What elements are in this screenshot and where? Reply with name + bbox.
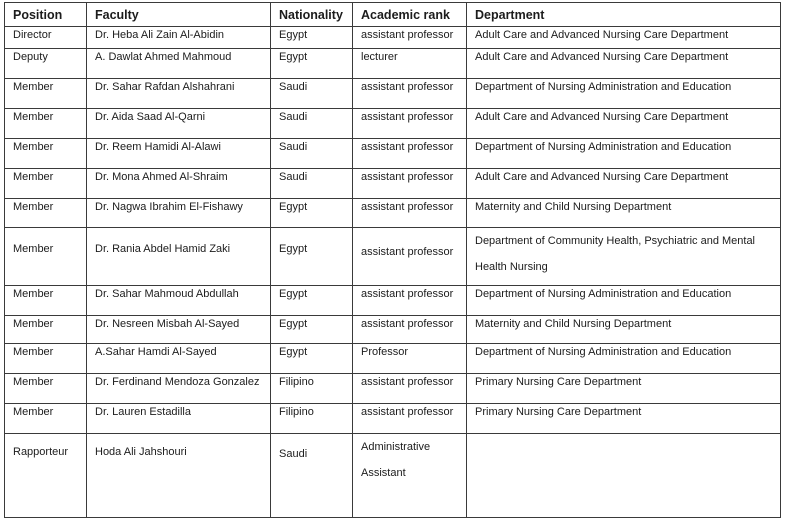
header-row <box>5 3 781 27</box>
cell-nationality: Egypt <box>271 344 353 374</box>
cell-position: Member <box>5 139 87 169</box>
cell-department: Primary Nursing Care Department <box>467 374 781 404</box>
table-row <box>5 404 781 434</box>
table-row <box>5 344 781 374</box>
cell-faculty: Dr. Lauren Estadilla <box>87 404 271 434</box>
table-row <box>5 169 781 199</box>
cell-department <box>467 434 781 518</box>
table-row <box>5 286 781 316</box>
cell-faculty: Dr. Sahar Rafdan Alshahrani <box>87 79 271 109</box>
header-academic-rank: Academic rank <box>353 3 467 27</box>
cell-department: Adult Care and Advanced Nursing Care Department <box>467 109 781 139</box>
cell-faculty: Dr. Reem Hamidi Al-Alawi <box>87 139 271 169</box>
cell-department: Primary Nursing Care Department <box>467 404 781 434</box>
cell-faculty: Dr. Nesreen Misbah Al-Sayed <box>87 316 271 344</box>
header-department: Department <box>467 3 781 27</box>
cell-nationality: Egypt <box>271 286 353 316</box>
cell-department: Department of Nursing Administration and Education <box>467 344 781 374</box>
cell-rank: assistant professor <box>353 139 467 169</box>
committee-members-table <box>4 2 781 518</box>
cell-position: Member <box>5 109 87 139</box>
cell-nationality: Filipino <box>271 404 353 434</box>
cell-nationality: Saudi <box>271 79 353 109</box>
cell-faculty: A. Dawlat Ahmed Mahmoud <box>87 49 271 79</box>
cell-department: Department of Community Health, Psychiatric and Mental Health Nursing <box>467 228 781 286</box>
cell-department: Maternity and Child Nursing Department <box>467 316 781 344</box>
cell-position: Director <box>5 27 87 49</box>
cell-rank: Administrative Assistant <box>353 434 467 518</box>
table-row <box>5 434 781 518</box>
cell-department: Department of Nursing Administration and Education <box>467 139 781 169</box>
cell-department: Department of Nursing Administration and Education <box>467 79 781 109</box>
cell-nationality: Saudi <box>271 109 353 139</box>
cell-position: Member <box>5 316 87 344</box>
cell-position: Member <box>5 79 87 109</box>
cell-position: Member <box>5 228 87 286</box>
cell-nationality: Egypt <box>271 228 353 286</box>
table-row <box>5 109 781 139</box>
header-nationality: Nationality <box>271 3 353 27</box>
cell-faculty: Dr. Sahar Mahmoud Abdullah <box>87 286 271 316</box>
cell-nationality: Egypt <box>271 316 353 344</box>
cell-rank: assistant professor <box>353 199 467 228</box>
table-row <box>5 139 781 169</box>
cell-position: Member <box>5 374 87 404</box>
cell-nationality: Egypt <box>271 49 353 79</box>
cell-rank: assistant professor <box>353 316 467 344</box>
cell-department: Adult Care and Advanced Nursing Care Department <box>467 49 781 79</box>
cell-position: Member <box>5 344 87 374</box>
cell-nationality: Saudi <box>271 434 353 518</box>
table-row <box>5 27 781 49</box>
table-row <box>5 374 781 404</box>
cell-faculty: Dr. Ferdinand Mendoza Gonzalez <box>87 374 271 404</box>
cell-position: Member <box>5 404 87 434</box>
cell-position: Member <box>5 199 87 228</box>
cell-department: Adult Care and Advanced Nursing Care Department <box>467 27 781 49</box>
table-row <box>5 79 781 109</box>
committee-document <box>4 2 780 518</box>
cell-rank: assistant professor <box>353 404 467 434</box>
cell-rank: assistant professor <box>353 286 467 316</box>
cell-position: Member <box>5 169 87 199</box>
cell-rank: Professor <box>353 344 467 374</box>
cell-faculty: Dr. Nagwa Ibrahim El-Fishawy <box>87 199 271 228</box>
cell-nationality: Saudi <box>271 139 353 169</box>
table-header <box>5 3 781 27</box>
cell-rank: assistant professor <box>353 79 467 109</box>
cell-department: Adult Care and Advanced Nursing Care Department <box>467 169 781 199</box>
cell-rank: assistant professor <box>353 228 467 286</box>
cell-faculty: Dr. Rania Abdel Hamid Zaki <box>87 228 271 286</box>
cell-rank: assistant professor <box>353 169 467 199</box>
cell-rank: assistant professor <box>353 27 467 49</box>
cell-faculty: Dr. Aida Saad Al-Qarni <box>87 109 271 139</box>
cell-position: Deputy <box>5 49 87 79</box>
cell-faculty: Hoda Ali Jahshouri <box>87 434 271 518</box>
cell-rank: lecturer <box>353 49 467 79</box>
cell-position: Member <box>5 286 87 316</box>
table-row <box>5 228 781 286</box>
table-row <box>5 316 781 344</box>
cell-faculty: Dr. Mona Ahmed Al-Shraim <box>87 169 271 199</box>
table-body <box>5 27 781 518</box>
table-row <box>5 49 781 79</box>
cell-nationality: Egypt <box>271 27 353 49</box>
cell-department: Maternity and Child Nursing Department <box>467 199 781 228</box>
cell-faculty: Dr. Heba Ali Zain Al-Abidin <box>87 27 271 49</box>
cell-faculty: A.Sahar Hamdi Al-Sayed <box>87 344 271 374</box>
header-position: Position <box>5 3 87 27</box>
cell-nationality: Saudi <box>271 169 353 199</box>
cell-rank: assistant professor <box>353 109 467 139</box>
cell-position: Rapporteur <box>5 434 87 518</box>
cell-rank: assistant professor <box>353 374 467 404</box>
cell-department: Department of Nursing Administration and Education <box>467 286 781 316</box>
cell-nationality: Filipino <box>271 374 353 404</box>
table-row <box>5 199 781 228</box>
header-faculty: Faculty <box>87 3 271 27</box>
cell-nationality: Egypt <box>271 199 353 228</box>
